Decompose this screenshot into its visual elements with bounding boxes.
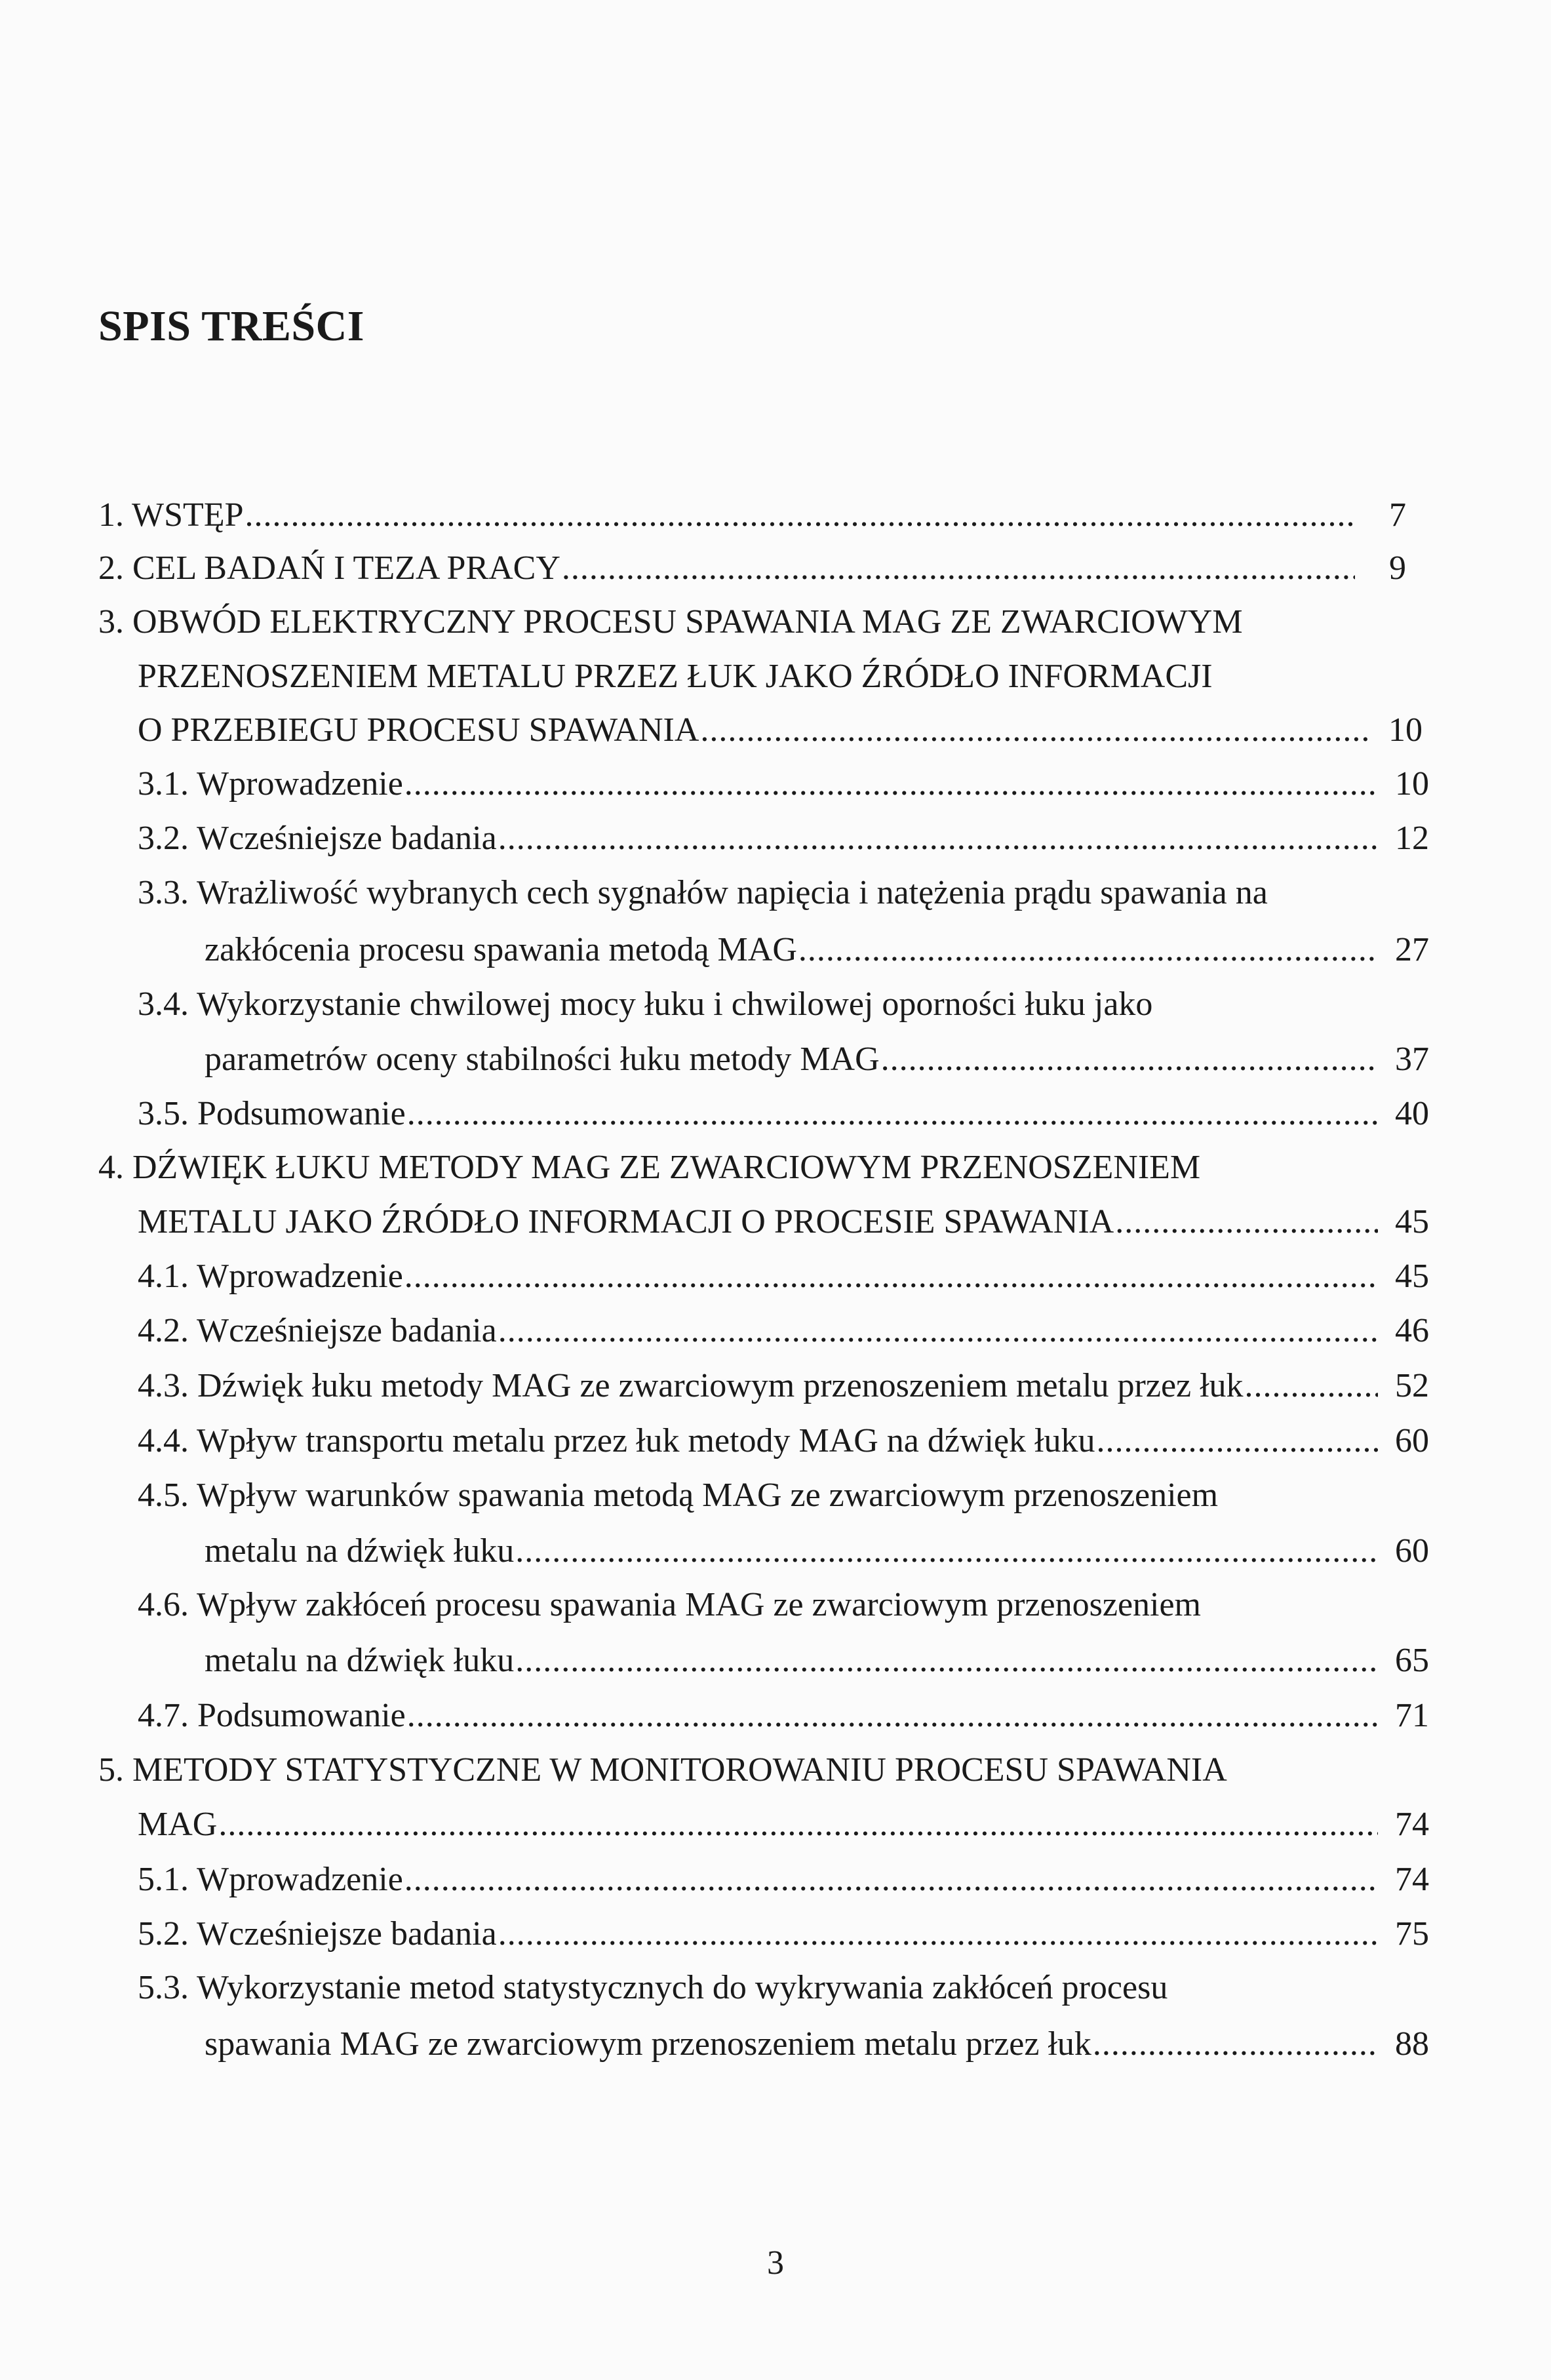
toc-entry-page: 40: [1395, 1095, 1429, 1132]
leader-dots: [218, 1797, 1378, 1852]
toc-entry-line: [98, 595, 1243, 650]
toc-entry-page: 71: [1395, 1697, 1429, 1734]
toc-entry-page: 75: [1395, 1915, 1429, 1953]
toc-entry-text: spawania MAG ze zwarciowym przenoszeniem metalu przez łuk: [205, 2025, 1091, 2063]
leader-dots: [404, 1852, 1378, 1907]
toc-entry-text: 5. METODY STATYSTYCZNE W MONITOROWANIU PROCESU SPAWANIA: [98, 1751, 1227, 1789]
toc-entry-text: METALU JAKO ŹRÓDŁO INFORMACJI O PROCESIE SPAWANIA: [138, 1203, 1114, 1240]
toc-entry-page: 60: [1395, 1532, 1429, 1570]
leader-dots: [798, 922, 1378, 978]
leader-dots: [1093, 2017, 1378, 2072]
toc-entry-page: 60: [1395, 1422, 1429, 1459]
toc-entry-page: 74: [1395, 1806, 1429, 1843]
toc-entry-text: metalu na dźwięk łuku: [205, 1642, 515, 1679]
toc-entry-text: 2. CEL BADAŃ I TEZA PRACY: [98, 549, 560, 587]
leader-dots: [1245, 1359, 1378, 1414]
toc-entry-text: 4.4. Wpływ transportu metalu przez łuk metody MAG na dźwięk łuku: [138, 1422, 1095, 1459]
leader-dots: [404, 1249, 1378, 1304]
toc-entry: [98, 541, 1406, 596]
toc-entry-page: 10: [1388, 711, 1423, 749]
toc-entry-text: 3.2. Wcześniejsze badania: [138, 820, 497, 857]
toc-entry: [138, 1907, 1429, 1962]
page-number: 3: [767, 2244, 784, 2282]
toc-entry-page: 74: [1395, 1861, 1429, 1898]
toc-entry-page: 7: [1389, 496, 1406, 534]
toc-entry: [138, 1797, 1429, 1852]
leader-dots: [515, 1633, 1378, 1688]
toc-entry-text: 4. DŹWIĘK ŁUKU METODY MAG ZE ZWARCIOWYM PRZENOSZENIEM: [98, 1149, 1201, 1186]
toc-entry-text: 3. OBWÓD ELEKTRYCZNY PROCESU SPAWANIA MAG ZE ZWARCIOWYM: [98, 603, 1243, 641]
toc-entry: [138, 1359, 1429, 1414]
toc-entry-text: 5.2. Wcześniejsze badania: [138, 1915, 497, 1953]
leader-dots: [407, 1688, 1378, 1743]
toc-entry-page: 12: [1395, 820, 1429, 857]
toc-entry: [205, 922, 1429, 978]
toc-entry: [205, 1032, 1429, 1087]
toc-entry-page: 46: [1395, 1312, 1429, 1349]
toc-entry-text: metalu na dźwięk łuku: [205, 1532, 515, 1570]
leader-dots: [245, 488, 1355, 543]
toc-entry-text: 4.3. Dźwięk łuku metody MAG ze zwarciowym przenoszeniem metalu przez łuk: [138, 1367, 1244, 1404]
leader-dots: [498, 811, 1378, 866]
page-title: SPIS TREŚCI: [98, 302, 364, 350]
leader-dots: [498, 1303, 1378, 1359]
leader-dots: [700, 703, 1371, 758]
toc-entry: [138, 1195, 1429, 1250]
toc-entry-text: 4.2. Wcześniejsze badania: [138, 1312, 497, 1349]
toc-entry-text: 3.3. Wrażliwość wybranych cech sygnałów napięcia i natężenia prądu spawania na: [138, 874, 1268, 911]
toc-entry: [205, 2017, 1429, 2072]
toc-entry-page: 45: [1395, 1258, 1429, 1295]
toc-entry-text: 4.5. Wpływ warunków spawania metodą MAG ze zwarciowym przenoszeniem: [138, 1477, 1219, 1514]
toc-entry-page: 27: [1395, 931, 1429, 968]
toc-entry: [138, 703, 1423, 758]
toc-entry-text: 5.1. Wprowadzenie: [138, 1861, 403, 1898]
toc-entry-line: [138, 977, 1152, 1032]
toc-entry-page: 10: [1395, 765, 1429, 803]
toc-entry-page: 45: [1395, 1203, 1429, 1240]
leader-dots: [404, 757, 1378, 812]
toc-entry-text: 4.7. Podsumowanie: [138, 1697, 406, 1734]
toc-entry: [138, 811, 1429, 866]
toc-entry: [205, 1633, 1429, 1688]
toc-entry: [138, 1414, 1429, 1469]
toc-entry-text: zakłócenia procesu spawania metodą MAG: [205, 931, 797, 968]
toc-entry-text: 4.1. Wprowadzenie: [138, 1258, 403, 1295]
toc-entry-text: O PRZEBIEGU PROCESU SPAWANIA: [138, 711, 699, 749]
toc-entry-text: 3.5. Podsumowanie: [138, 1095, 406, 1132]
toc-entry: [138, 1249, 1429, 1304]
toc-entry-line: [138, 649, 1213, 704]
toc-entry: [138, 1086, 1429, 1141]
toc-entry-text: MAG: [138, 1806, 218, 1843]
toc-entry: [205, 1524, 1429, 1579]
toc-entry-line: [138, 1577, 1201, 1633]
toc-entry-text: 1. WSTĘP: [98, 496, 244, 534]
toc-entry: [98, 488, 1406, 543]
toc-entry-text: 3.4. Wykorzystanie chwilowej mocy łuku i chwilowej oporności łuku jako: [138, 985, 1153, 1023]
toc-entry-text: PRZENOSZENIEM METALU PRZEZ ŁUK JAKO ŹRÓDŁO INFORMACJI: [138, 658, 1213, 695]
toc-entry-text: parametrów oceny stabilności łuku metody MAG: [205, 1041, 880, 1078]
toc-entry-line: [138, 1960, 1168, 2015]
leader-dots: [515, 1524, 1378, 1579]
leader-dots: [498, 1907, 1378, 1962]
toc-entry-page: 88: [1395, 2025, 1429, 2063]
toc-entry-page: 37: [1395, 1041, 1429, 1078]
leader-dots: [1115, 1195, 1378, 1250]
toc-entry-text: 5.3. Wykorzystanie metod statystycznych do wykrywania zakłóceń procesu: [138, 1969, 1168, 2006]
leader-dots: [1097, 1414, 1379, 1469]
leader-dots: [407, 1086, 1378, 1141]
toc-entry: [138, 1688, 1429, 1743]
toc-entry-page: 65: [1395, 1642, 1429, 1679]
toc-entry-page: 52: [1395, 1367, 1429, 1404]
toc-entry: [138, 757, 1429, 812]
toc-entry-line: [98, 1140, 1200, 1195]
leader-dots: [562, 541, 1355, 596]
toc-entry-line: [98, 1743, 1227, 1798]
toc-entry-line: [138, 1468, 1218, 1523]
toc-entry: [138, 1303, 1429, 1359]
toc-entry-text: 4.6. Wpływ zakłóceń procesu spawania MAG ze zwarciowym przenoszeniem: [138, 1586, 1202, 1623]
toc-entry-page: 9: [1389, 549, 1406, 587]
toc-entry-line: [138, 865, 1268, 921]
leader-dots: [881, 1032, 1378, 1087]
toc-entry-text: 3.1. Wprowadzenie: [138, 765, 403, 803]
toc-entry: [138, 1852, 1429, 1907]
